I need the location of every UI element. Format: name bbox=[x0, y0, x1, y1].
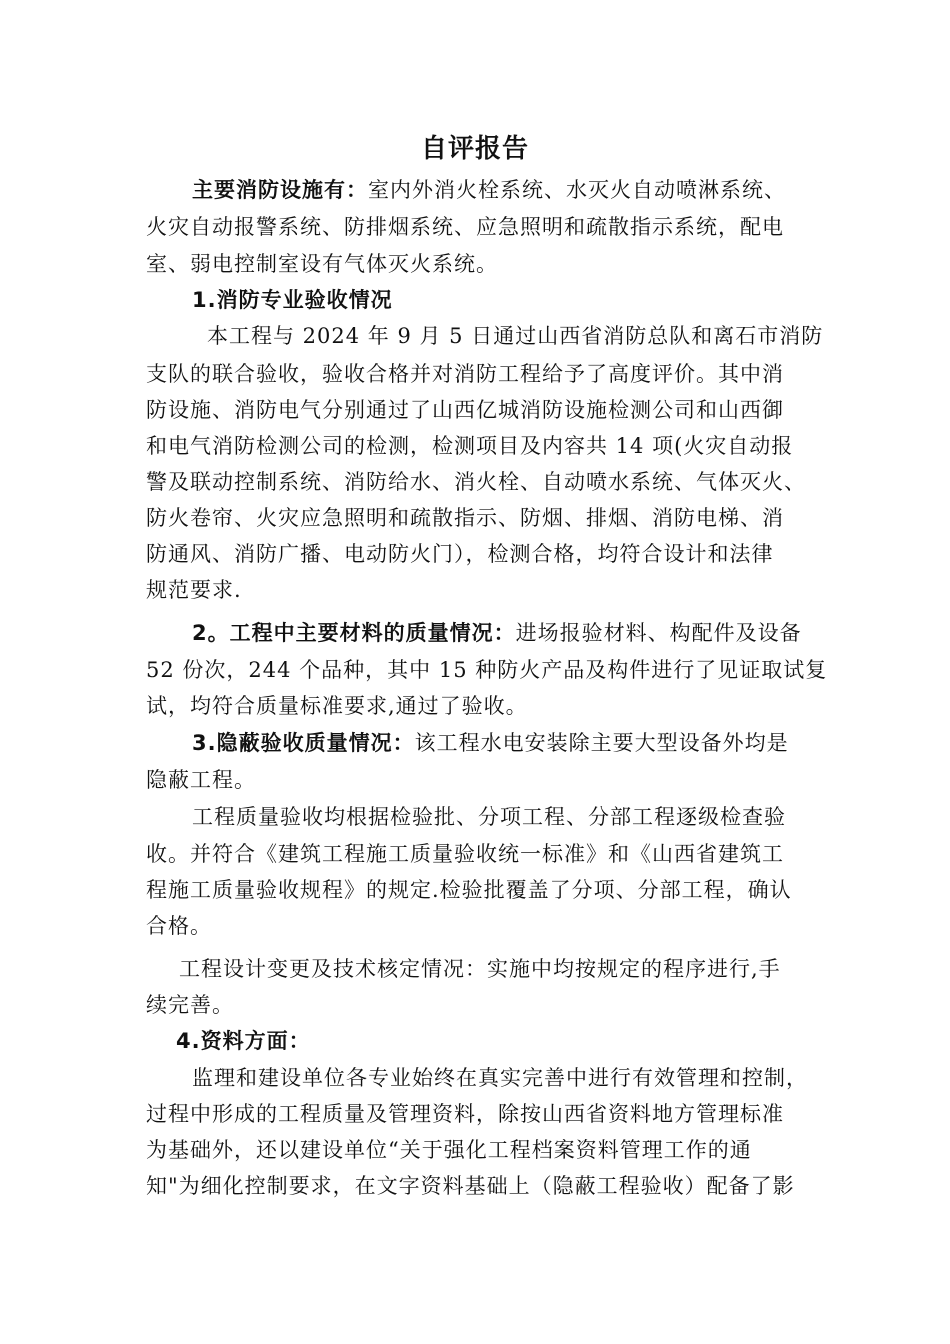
paragraph-text: 火灾自动报警系统、防排烟系统、应急照明和疏散指示系统，配电 bbox=[146, 215, 784, 239]
section-heading: 4.资料方面： bbox=[176, 1029, 311, 1053]
body-line bbox=[146, 872, 792, 908]
body-line bbox=[192, 1060, 808, 1096]
body-line bbox=[146, 428, 793, 464]
paragraph-text: 和电气消防检测公司的检测，检测项目及内容共 14 项(火灾自动报 bbox=[146, 434, 794, 458]
paragraph-text: 监理和建设单位各专业始终在真实完善中进行有效管理和控制， bbox=[192, 1066, 808, 1090]
paragraph-text: 本工程与 2024 年 9 月 5 日通过山西省消防总队和离石市消防 bbox=[207, 324, 824, 348]
paragraph-text: 52 份次，244 个品种，其中 15 种防火产品及构件进行了见证取试复 bbox=[146, 658, 828, 682]
paragraph-text: 防通风、消防广播、电动防火门），检测合格，均符合设计和法律 bbox=[146, 542, 774, 566]
body-line bbox=[192, 615, 802, 651]
body-line bbox=[179, 951, 781, 987]
body-line bbox=[146, 987, 234, 1023]
body-line bbox=[146, 209, 784, 245]
body-line bbox=[146, 392, 784, 428]
paragraph-text: 支队的联合验收，验收合格并对消防工程给予了高度评价。其中消 bbox=[146, 362, 784, 386]
body-line bbox=[146, 1096, 784, 1132]
paragraph-text: 工程质量验收均根据检验批、分项工程、分部工程逐级检查验 bbox=[192, 805, 786, 829]
body-line bbox=[192, 799, 786, 835]
document-title: 自评报告 bbox=[420, 134, 529, 164]
paragraph-text: 该工程水电安装除主要大型设备外均是 bbox=[414, 731, 789, 755]
paragraph-text: 收。并符合《建筑工程施工质量验收统一标准》和《山西省建筑工 bbox=[146, 842, 784, 866]
paragraph-text: 隐蔽工程。 bbox=[146, 768, 256, 792]
body-line bbox=[192, 172, 786, 208]
body-line bbox=[146, 500, 784, 536]
paragraph-text: 室、弱电控制室设有气体灭火系统。 bbox=[146, 252, 498, 276]
body-line bbox=[176, 1023, 311, 1059]
paragraph-text: 程施工质量验收规程》的规定.检验批覆盖了分项、分部工程，确认 bbox=[146, 878, 792, 902]
paragraph-text: 续完善。 bbox=[146, 993, 234, 1017]
body-line bbox=[146, 246, 498, 282]
paragraph-text: 防火卷帘、火灾应急照明和疏散指示、防烟、排烟、消防电梯、消 bbox=[146, 506, 784, 530]
body-line bbox=[146, 652, 827, 688]
paragraph-text: 知"为细化控制要求，在文字资料基础上（隐蔽工程验收）配备了影 bbox=[146, 1174, 795, 1198]
paragraph-text: 为基础外，还以建设单位“关于强化工程档案资料管理工作的通 bbox=[146, 1138, 752, 1162]
paragraph-text: 工程设计变更及技术核定情况：实施中均按规定的程序进行,手 bbox=[179, 957, 781, 981]
paragraph-text: 过程中形成的工程质量及管理资料，除按山西省资料地方管理标准 bbox=[146, 1102, 784, 1126]
paragraph-text: 规范要求. bbox=[146, 578, 242, 602]
paragraph-text: 警及联动控制系统、消防给水、消火栓、自动喷水系统、气体灭火、 bbox=[146, 470, 806, 494]
body-line bbox=[192, 282, 393, 318]
section-heading: 1.消防专业验收情况 bbox=[192, 288, 393, 312]
body-line bbox=[146, 572, 242, 608]
section-heading: 主要消防设施有： bbox=[192, 178, 368, 202]
paragraph-text: 进场报验材料、构配件及设备 bbox=[515, 621, 802, 645]
paragraph-text: 试，均符合质量标准要求,通过了验收。 bbox=[146, 694, 528, 718]
body-line bbox=[146, 464, 806, 500]
body-line bbox=[146, 356, 784, 392]
paragraph-text: 防设施、消防电气分别通过了山西亿城消防设施检测公司和山西御 bbox=[146, 398, 784, 422]
section-heading: 3.隐蔽验收质量情况： bbox=[192, 731, 415, 755]
section-heading: 2。工程中主要材料的质量情况： bbox=[192, 621, 516, 645]
body-line bbox=[146, 688, 528, 724]
body-line bbox=[146, 1132, 752, 1168]
body-line bbox=[146, 536, 774, 572]
paragraph-text: 合格。 bbox=[146, 914, 212, 938]
paragraph-text: 室内外消火栓系统、水灭火自动喷淋系统、 bbox=[368, 178, 786, 202]
body-line bbox=[146, 762, 256, 798]
body-line bbox=[146, 836, 784, 872]
body-line bbox=[146, 1168, 795, 1204]
body-line bbox=[192, 725, 789, 761]
body-line bbox=[146, 908, 212, 944]
body-line bbox=[207, 318, 823, 354]
